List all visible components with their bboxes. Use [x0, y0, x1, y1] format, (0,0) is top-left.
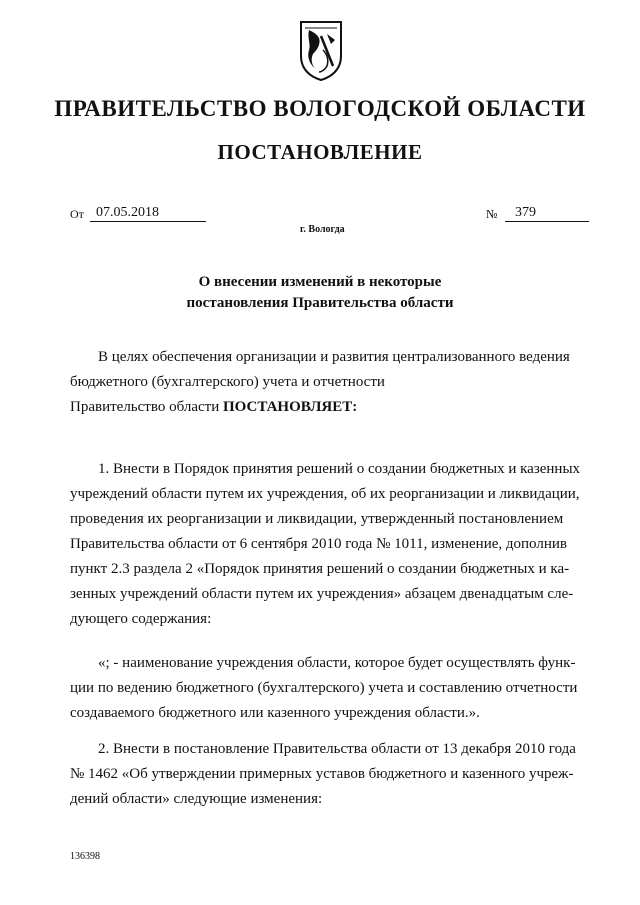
date-prefix: От: [70, 207, 84, 221]
footer-code: 136398: [70, 851, 100, 862]
coat-of-arms-icon: [299, 20, 343, 82]
item-line: Правительства области от 6 сентября 2010 года № 1011, изменение, дополнив: [70, 536, 567, 552]
item-line: учреждений области путем их учреждения, об их реорганизации и ликвидации,: [70, 486, 580, 502]
preamble: [70, 345, 598, 420]
item-line: дующего содержания:: [70, 611, 212, 627]
resolution-keyword: ПОСТАНОВЛЯЕТ:: [222, 399, 358, 415]
item-line: проведения их реорганизации и ликвидации, утвержденный постановлением: [70, 511, 564, 527]
number-prefix: №: [486, 207, 498, 221]
document-number: 379: [505, 204, 589, 222]
quote-1: [70, 651, 598, 726]
item-2: [70, 737, 598, 812]
item-line: пункт 2.3 раздела 2 «Порядок принятия решений о создании бюджетных и ка-: [70, 561, 570, 577]
quote-line: создаваемого бюджетного или казенного учреждения области.».: [70, 705, 480, 721]
city-label: г. Вологда: [300, 224, 345, 235]
item-line: № 1462 «Об утверждении примерных уставов бюджетного и казенного учреж-: [70, 766, 574, 782]
preamble-text: Правительство области: [70, 399, 223, 415]
document-subject: [0, 272, 640, 314]
subject-line: постановления Правительства области: [186, 295, 454, 311]
document-date: 07.05.2018: [90, 204, 206, 222]
item-line: зенных учреждений области путем их учреждения» абзацем двенадцатым сле-: [70, 586, 574, 602]
document-type: ПОСТАНОВЛЕНИЕ: [217, 140, 423, 164]
quote-line: ции по ведению бюджетного (бухгалтерского) учета и составлению отчетности: [70, 680, 578, 696]
preamble-resolution-line: [70, 395, 598, 420]
preamble-line: бюджетного (бухгалтерского) учета и отчетности: [70, 374, 385, 390]
preamble-line: В целях обеспечения организации и развития централизованного ведения: [98, 349, 570, 365]
item-line: дений области» следующие изменения:: [70, 791, 323, 807]
subject-line: О внесении изменений в некоторые: [198, 274, 442, 290]
item-1: [70, 457, 598, 632]
quote-line: «; - наименование учреждения области, которое будет осуществлять функ-: [98, 655, 576, 671]
government-title: ПРАВИТЕЛЬСТВО ВОЛОГОДСКОЙ ОБЛАСТИ: [54, 96, 586, 121]
item-line: 2. Внести в постановление Правительства области от 13 декабря 2010 года: [98, 741, 576, 757]
item-line: 1. Внести в Порядок принятия решений о создании бюджетных и казенных: [98, 461, 581, 477]
